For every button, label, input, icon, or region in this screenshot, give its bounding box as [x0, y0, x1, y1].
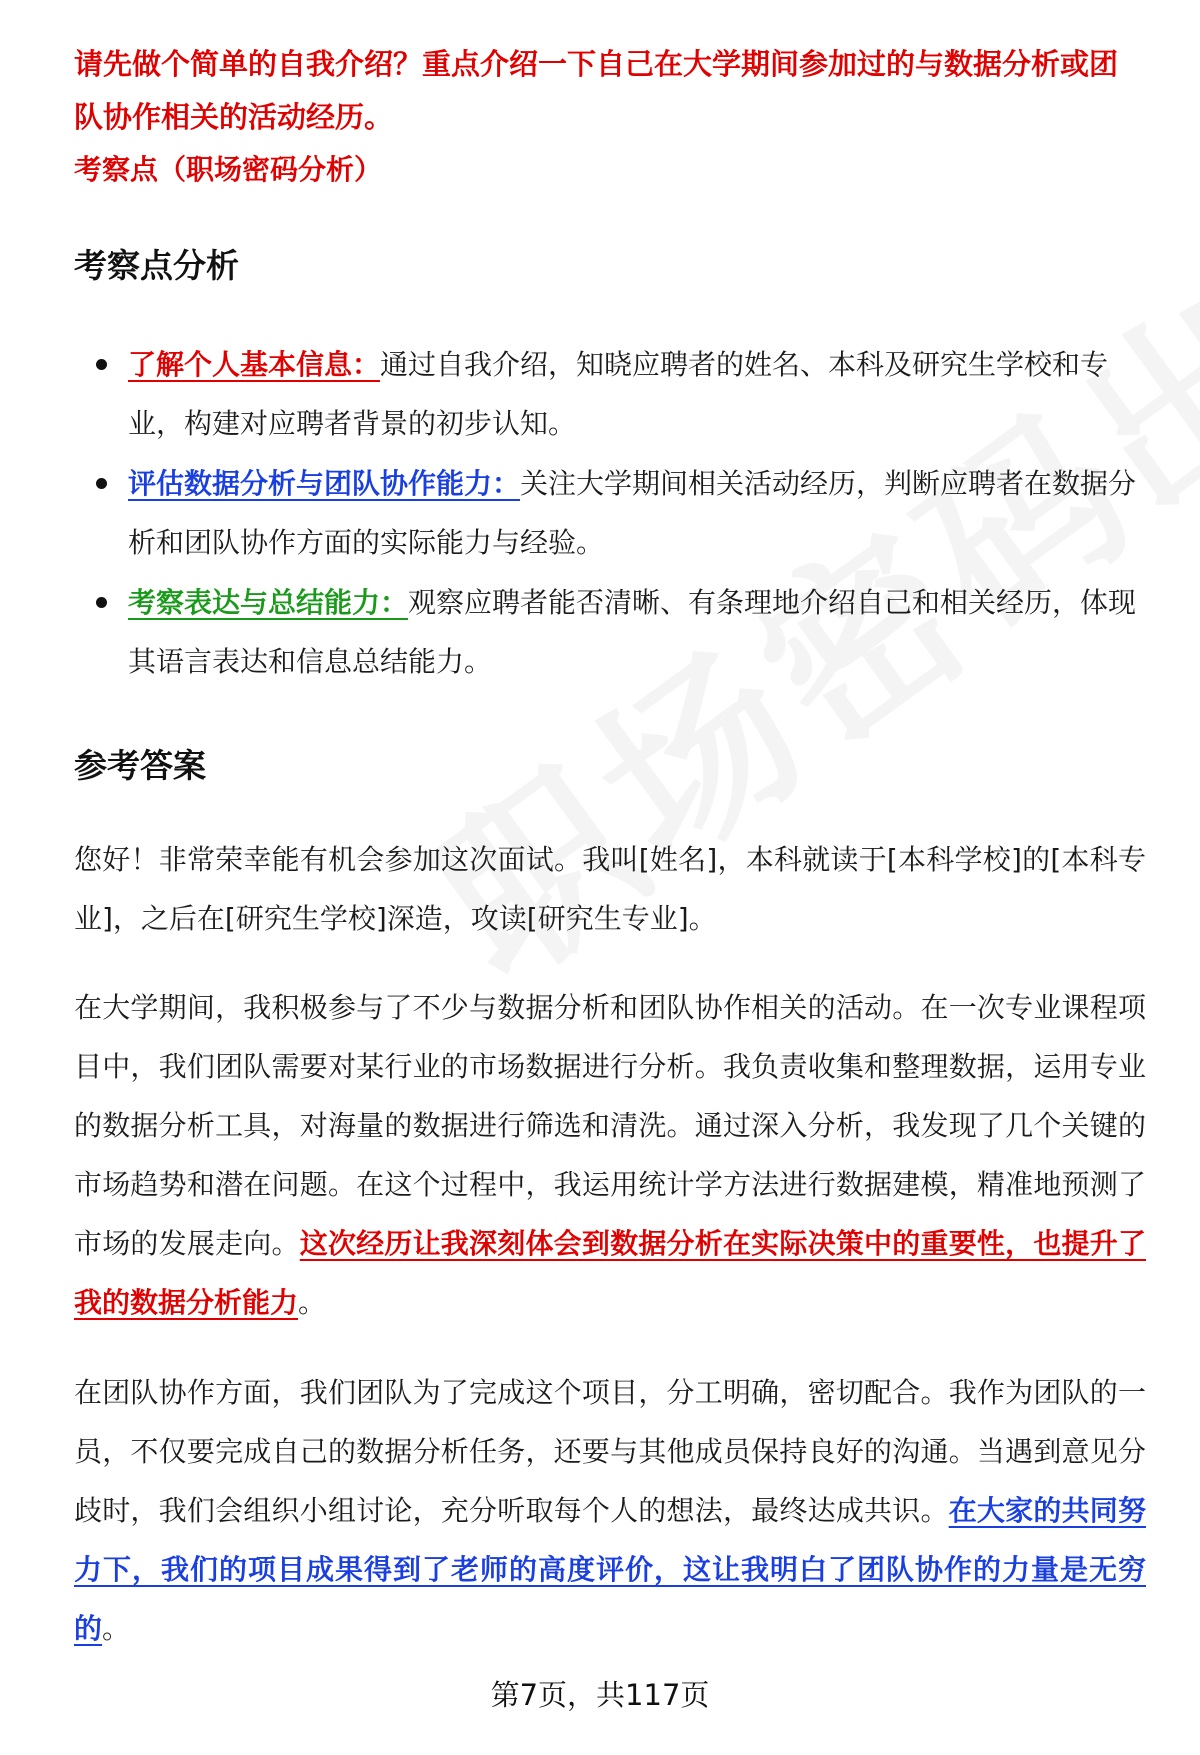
highlight-text: 这次经历让我深刻体会到数据分析在实际决策中的重要性，也提升了我的数据分析能力 — [74, 1227, 1146, 1319]
analysis-point — [74, 335, 1146, 453]
analysis-point — [74, 573, 1146, 691]
analysis-point-label: 了解个人基本信息： — [128, 348, 381, 381]
bullet-icon — [96, 597, 107, 608]
bullet-icon — [96, 359, 107, 370]
analysis-point-text: 观察应聘者能否清晰、有条理地介绍自己和相关经历，体现其语言表达和信息总结能力。 — [128, 586, 1137, 678]
analysis-point-label: 考察表达与总结能力： — [128, 586, 409, 619]
answer-heading: 参考答案 — [74, 746, 206, 785]
bullet-icon — [96, 478, 107, 489]
analysis-point-text: 通过自我介绍，知晓应聘者的姓名、本科及研究生学校和专业，构建对应聘者背景的初步认知。 — [128, 348, 1109, 440]
answer-paragraph — [74, 1363, 1146, 1658]
exam-point-title: 考察点（职场密码分析） — [74, 153, 383, 186]
paragraph-text: 在团队协作方面，我们团队为了完成这个项目，分工明确，密切配合。我作为团队的一员，不仅要完成自己的数据分析任务，还要与其他成员保持良好的沟通。当遇到意见分歧时，我们会组织小组讨论，充分听取每个人的想法，最终达成共识。 — [74, 1376, 1146, 1527]
page-number: 第7页，共117页 — [490, 1678, 710, 1712]
answer-paragraph: 您好！非常荣幸能有机会参加这次面试。我叫[姓名]，本科就读于[本科学校]的[本科专业]，之后在[研究生学校]深造，攻读[研究生专业]。 — [74, 843, 1146, 935]
answer-paragraph — [74, 978, 1146, 1332]
analysis-point-list — [74, 335, 1146, 692]
paragraph-end: 。 — [102, 1612, 131, 1645]
analysis-point — [74, 454, 1146, 572]
highlight-text: 在大家的共同努力下，我们的项目成果得到了老师的高度评价，这让我明白了团队协作的力量是无穷的 — [74, 1494, 1146, 1645]
paragraph-end: 。 — [298, 1286, 327, 1319]
interview-question: 请先做个简单的自我介绍？重点介绍一下自己在大学期间参加过的与数据分析或团队协作相关的活动经历。 — [74, 47, 1119, 134]
analysis-point-text: 关注大学期间相关活动经历，判断应聘者在数据分析和团队协作方面的实际能力与经验。 — [128, 467, 1137, 559]
analysis-heading: 考察点分析 — [74, 246, 239, 285]
paragraph-text: 在大学期间，我积极参与了不少与数据分析和团队协作相关的活动。在一次专业课程项目中，我们团队需要对某行业的市场数据进行分析。我负责收集和整理数据，运用专业的数据分析工具，对海量的数据进行筛选和清洗。通过深入分析，我发现了几个关键的市场趋势和潜在问题。在这个过程中，我运用统计学方法进行数据建模，精准地预测了市场的发展走向。 — [74, 991, 1146, 1260]
analysis-point-label: 评估数据分析与团队协作能力： — [128, 467, 521, 500]
